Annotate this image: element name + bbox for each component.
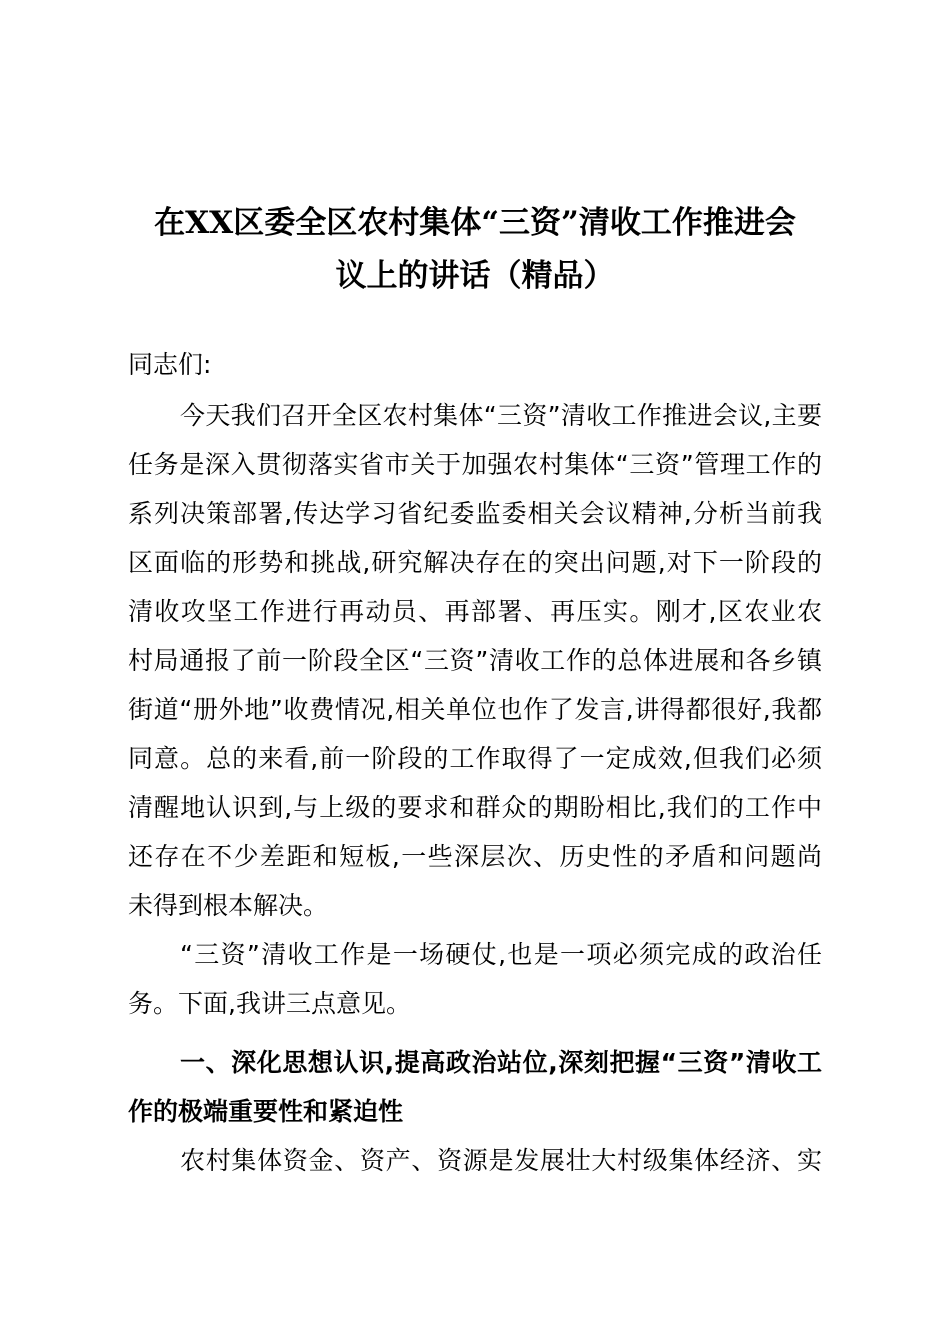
document-title-line-1: 在XX区委全区农村集体“三资”清收工作推进会 bbox=[154, 205, 796, 241]
paragraph-line: 街道“册外地”收费情况,相关单位也作了发言,讲得都很好,我都 bbox=[128, 695, 822, 724]
paragraph-line: “三资”清收工作是一场硬仗,也是一项必须完成的政治任 bbox=[180, 940, 822, 969]
paragraph-line: 系列决策部署,传达学习省纪委监委相关会议精神,分析当前我 bbox=[128, 499, 822, 528]
paragraph-line: 同意。总的来看,前一阶段的工作取得了一定成效,但我们必须 bbox=[128, 744, 822, 773]
heading-line: 一、深化思想认识,提高政治站位,深刻把握“三资”清收工 bbox=[180, 1048, 822, 1077]
paragraph-line: 务。下面,我讲三点意见。 bbox=[128, 989, 411, 1018]
paragraph-line: 未得到根本解决。 bbox=[128, 891, 329, 920]
paragraph-line: 任务是深入贯彻落实省市关于加强农村集体“三资”管理工作的 bbox=[128, 450, 822, 479]
paragraph-line: 区面临的形势和挑战,研究解决存在的突出问题,对下一阶段的 bbox=[128, 548, 822, 577]
document-title-line-2: 议上的讲话（精品） bbox=[335, 258, 615, 294]
heading-line: 作的极端重要性和紧迫性 bbox=[128, 1097, 404, 1126]
paragraph-line: 村局通报了前一阶段全区“三资”清收工作的总体进展和各乡镇 bbox=[128, 646, 822, 675]
paragraph-line: 今天我们召开全区农村集体“三资”清收工作推进会议,主要 bbox=[180, 401, 822, 430]
paragraph-line: 清收攻坚工作进行再动员、再部署、再压实。刚才,区农业农 bbox=[128, 597, 822, 626]
paragraph-line: 还存在不少差距和短板,一些深层次、历史性的矛盾和问题尚 bbox=[128, 842, 822, 871]
salutation: 同志们: bbox=[128, 350, 212, 379]
paragraph-line: 清醒地认识到,与上级的要求和群众的期盼相比,我们的工作中 bbox=[128, 793, 822, 822]
paragraph-line: 农村集体资金、资产、资源是发展壮大村级集体经济、实 bbox=[180, 1146, 822, 1175]
